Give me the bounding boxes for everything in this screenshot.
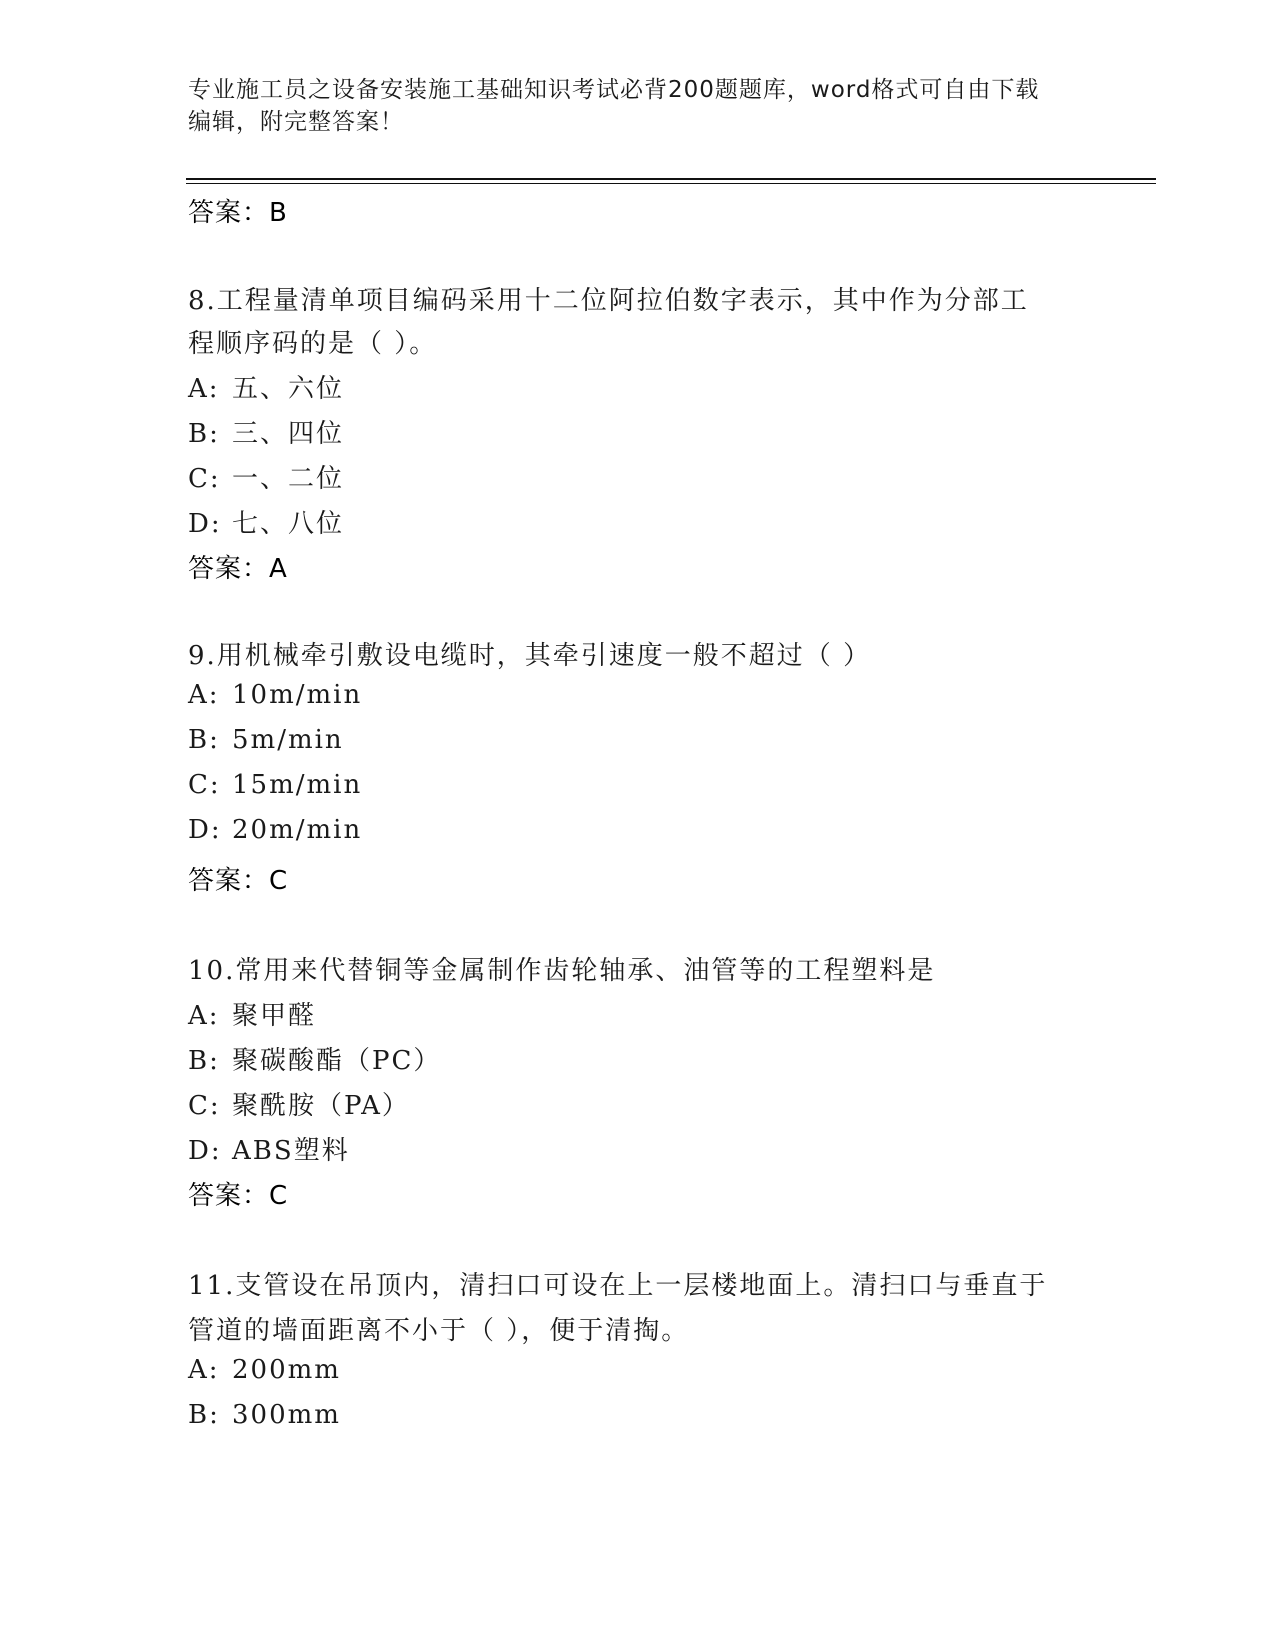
question-10-option-d (188, 1130, 350, 1167)
option-text: 一、二位 (232, 464, 345, 494)
question-8-option-c (188, 458, 344, 495)
question-8-option-d (188, 503, 344, 540)
option-text: 200mm (232, 1355, 341, 1385)
question-11-option-b (188, 1400, 341, 1430)
question-9-option-d (188, 815, 362, 845)
option-text: 聚酰胺（PA） (232, 1091, 410, 1121)
header-rule (186, 178, 1156, 180)
question-9-stem-line-1: 9.用机械牵引敷设电缆时，其牵引速度一般不超过（ ） (188, 641, 872, 671)
option-letter: B: (188, 419, 220, 449)
header-line-1: 专业施工员之设备安装施工基础知识考试必背200题题库，word格式可自由下载 (188, 77, 1040, 103)
question-9-option-c (188, 770, 362, 800)
question-10-option-a (188, 995, 316, 1032)
option-letter: A: (188, 1001, 220, 1031)
option-letter: A: (188, 374, 220, 404)
question-10-option-b (188, 1040, 441, 1077)
option-text: 20m/min (232, 815, 363, 845)
option-text: 10m/min (232, 680, 363, 710)
option-letter: B: (188, 1046, 220, 1076)
option-text: 15m/min (232, 770, 363, 800)
option-text: 聚碳酸酯（PC） (232, 1046, 442, 1076)
question-8-answer: 答案：A (188, 554, 288, 584)
option-letter: B: (188, 725, 220, 755)
question-8-stem-line-2: 程顺序码的是（ ）。 (188, 329, 438, 359)
option-text: 七、八位 (232, 509, 345, 539)
option-letter: D: (188, 815, 222, 845)
option-letter: D: (188, 1136, 222, 1166)
option-text: 5m/min (232, 725, 344, 755)
option-letter: A: (188, 1355, 220, 1385)
question-11-stem-line-1: 11.支管设在吊顶内，清扫口可设在上一层楼地面上。清扫口与垂直于 (188, 1271, 1048, 1301)
option-text: 聚甲醛 (232, 1001, 317, 1031)
document-header (188, 74, 1068, 138)
header-line-2: 编辑，附完整答案！ (188, 109, 404, 135)
question-9-option-b (188, 725, 344, 755)
question-11-stem-line-2: 管道的墙面距离不小于（ ），便于清掏。 (188, 1316, 690, 1346)
option-letter: B: (188, 1400, 220, 1430)
option-text: ABS塑料 (232, 1136, 350, 1166)
option-letter: A: (188, 680, 220, 710)
question-9-answer: 答案：C (188, 866, 289, 896)
question-10-answer: 答案：C (188, 1181, 289, 1211)
question-9-option-a (188, 680, 362, 710)
question-10-stem-line-1: 10.常用来代替铜等金属制作齿轮轴承、油管等的工程塑料是 (188, 956, 936, 986)
option-letter: C: (188, 770, 221, 800)
question-11-option-a (188, 1355, 341, 1385)
option-letter: D: (188, 509, 222, 539)
question-8-stem-line-1: 8.工程量清单项目编码采用十二位阿拉伯数字表示，其中作为分部工 (188, 286, 1029, 316)
question-10-option-c (188, 1085, 410, 1122)
question-8-option-b (188, 413, 344, 450)
question-8-option-a (188, 368, 344, 405)
option-text: 三、四位 (232, 419, 345, 449)
previous-answer: 答案：B (188, 198, 288, 228)
option-letter: C: (188, 1091, 221, 1121)
option-text: 300mm (232, 1400, 341, 1430)
header-rule-thin (186, 183, 1156, 184)
option-letter: C: (188, 464, 221, 494)
option-text: 五、六位 (232, 374, 345, 404)
